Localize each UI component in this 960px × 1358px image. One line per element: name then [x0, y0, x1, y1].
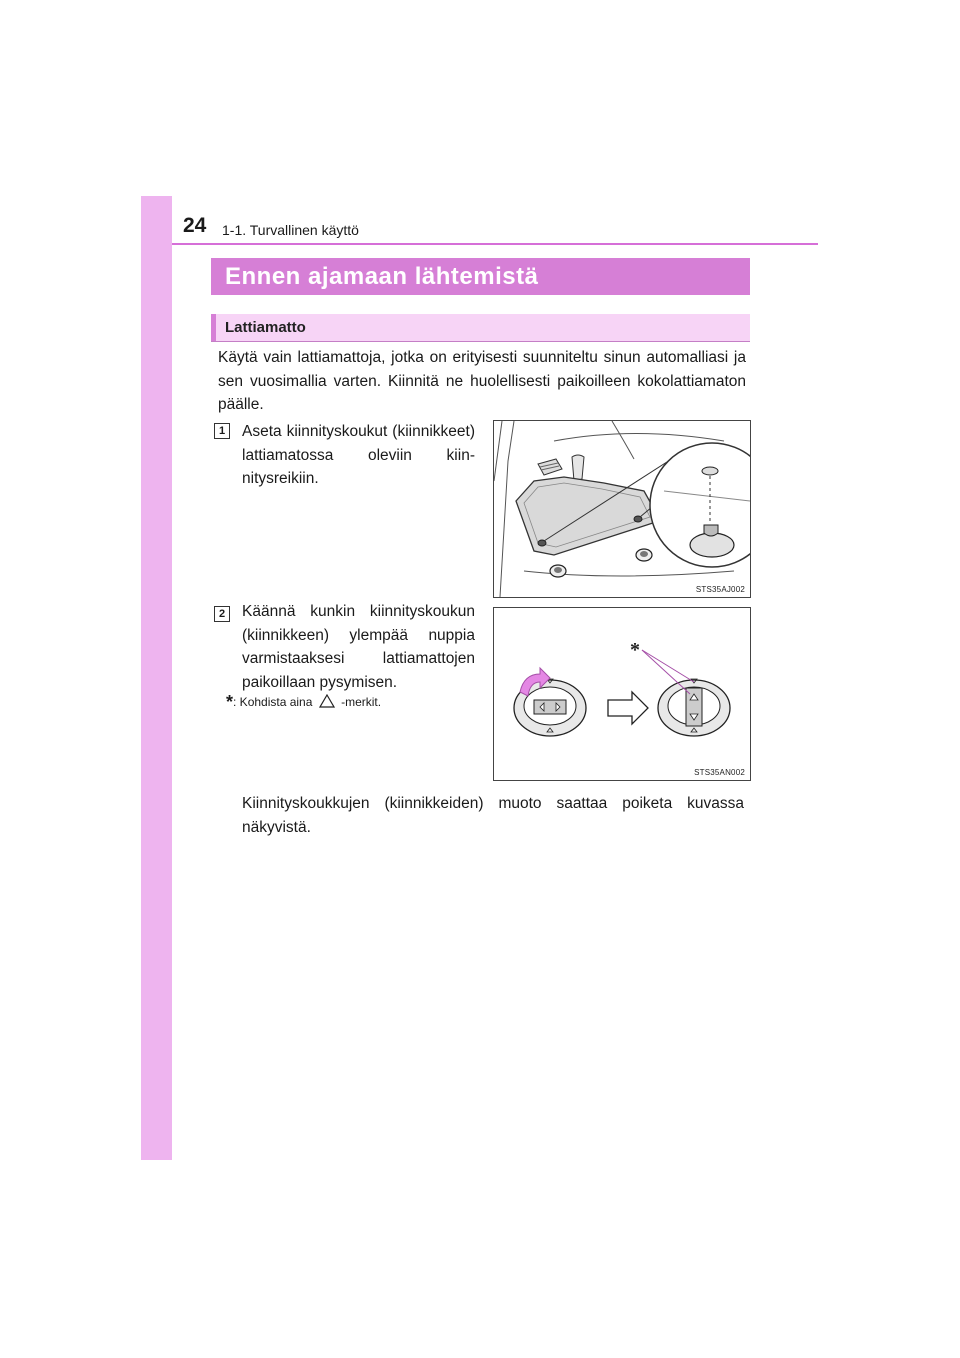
note-marker: *	[226, 692, 234, 712]
figure-hook-rotation	[493, 607, 751, 781]
side-band	[141, 196, 172, 1160]
hook-after-icon	[658, 679, 730, 736]
floor-mat-illustration	[494, 421, 750, 597]
figure-code: STS35AN002	[694, 768, 745, 777]
floor-hook-icon	[550, 565, 566, 577]
direction-arrow-icon	[608, 692, 648, 724]
intro-paragraph: Käytä vain lattiamattoja, jotka on erityisesti suunniteltu sinun automalliasi ja sen vuosimallia varten. Kiinnitä ne huolellisesti paikoilleen kokolattiamaton päälle.	[218, 349, 746, 413]
final-paragraph: Kiinnityskoukkujen (kiinnikkeiden) muoto saattaa poiketa kuvassa näkyvistä.	[242, 795, 744, 836]
figure-code: STS35AJ002	[695, 585, 745, 594]
step-1-text: Aseta kiinnityskoukut (kiinnikkeet) lattiamatossa oleviin kiinnitysreikiin.	[242, 423, 475, 487]
subtitle-bar	[211, 314, 750, 342]
pedal-left-icon	[538, 459, 562, 475]
hook-detail-circle	[650, 443, 750, 567]
alignment-note	[226, 692, 381, 712]
figure-floor-mat	[493, 420, 751, 598]
subtitle-accent	[211, 314, 216, 341]
pedal-right-icon	[572, 455, 584, 481]
step-number-1: 1	[214, 423, 230, 439]
section-header: 1-1. Turvallinen käyttö	[222, 222, 359, 238]
header-rule	[172, 243, 818, 245]
page-title: Ennen ajamaan lähtemistä	[225, 263, 539, 290]
page-number: 24	[183, 214, 207, 237]
subtitle: Lattiamatto	[225, 319, 306, 336]
title-bar	[211, 258, 750, 295]
note-text-before: : Kohdista aina	[233, 695, 313, 709]
hook-rotation-illustration	[494, 608, 750, 780]
floor-hook-icon	[636, 549, 652, 561]
step-number-2: 2	[214, 606, 230, 622]
step-2-text: Käännä kunkin kiinnityskoukun (kiinnikkeen) ylempää nuppia varmistaaksesi lattiamattojen paikoillaan pysymisen.	[242, 603, 475, 691]
note-text-after: -merkit.	[341, 695, 382, 709]
figure-asterisk: *	[630, 639, 640, 661]
triangle-mark-icon	[319, 694, 335, 708]
